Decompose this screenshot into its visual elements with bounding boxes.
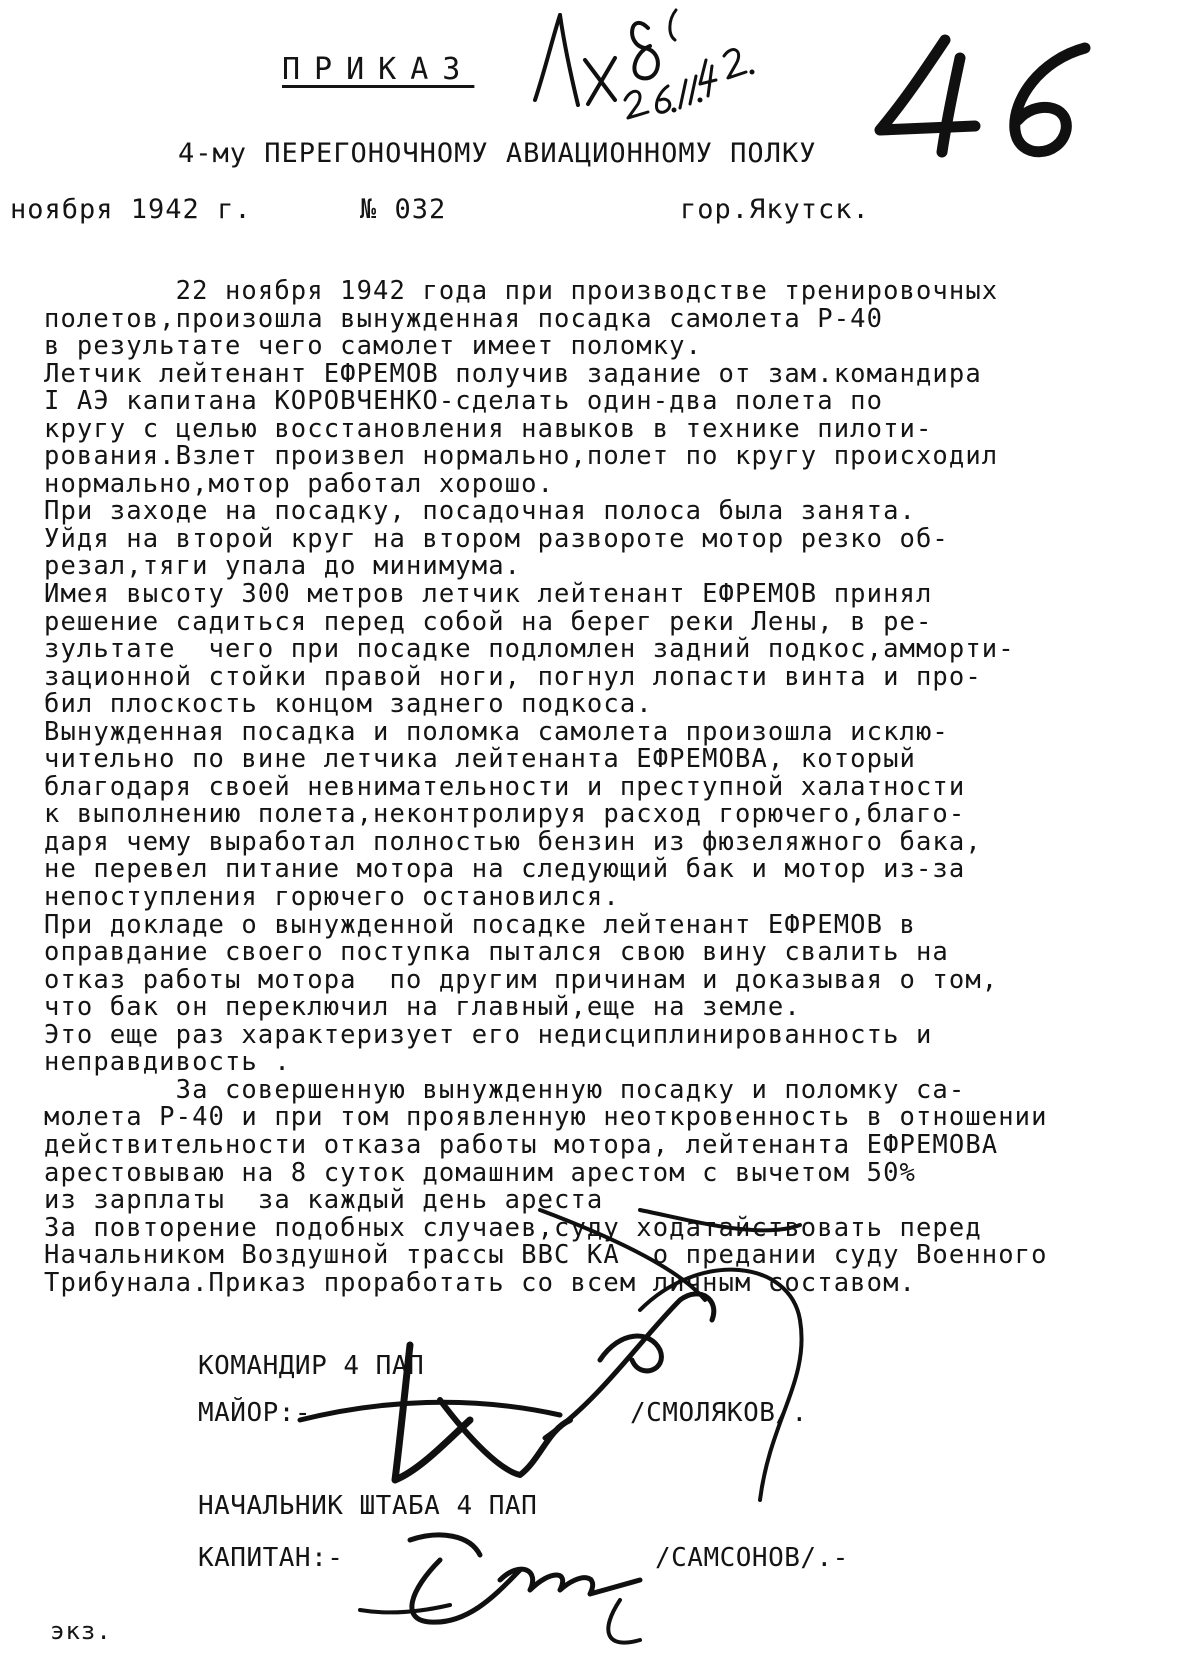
body-line: зультате чего при посадке подломлен задний подкос,амморти- [44,634,1015,665]
body-line: зационной стойки правой ноги, погнул лопасти винта и про- [44,661,982,692]
commander-name: /СМОЛЯКОВ/. [630,1398,808,1428]
body-line: Уйдя на второй круг на втором развороте мотор резко об- [44,523,949,554]
document-city: гор.Якутск. [680,194,870,225]
body-line: При заходе на посадку, посадочная полоса была занята. [44,496,916,527]
body-line: резал,тяги упала до минимума. [44,551,522,582]
chief-of-staff-rank: КАПИТАН:- [198,1543,344,1573]
body-line: даря чему выработал полностью бензин из фюзеляжного бака, [44,826,982,857]
body-line: Трибунала.Приказ проработать со всем личным составом. [44,1267,916,1298]
archive-mark-handwriting [535,10,676,105]
body-line: полетов,произошла вынужденная посадка самолета Р-40 [44,303,884,334]
document-date: ноября 1942 г. [10,194,252,225]
commander-title: КОМАНДИР 4 ПАП [198,1351,425,1381]
body-line: нормально,мотор работал хорошо. [44,468,555,499]
body-line: За повторение подобных случаев,суду ходатайствовать перед [44,1212,982,1243]
body-line: Вынужденная посадка и поломка самолета произошла исклю- [44,716,949,747]
chief-of-staff-signature [360,1535,640,1643]
body-line: бил плоскость концом заднего подкоса. [44,689,653,720]
body-line: из зарплаты за каждый день ареста [44,1185,604,1216]
body-line: рования.Взлет произвел нормально,полет по кругу происходил [44,441,999,472]
body-line: действительности отказа работы мотора, лейтенанта ЕФРЕМОВА [44,1129,999,1160]
chief-of-staff-name: /САМСОНОВ/.- [655,1543,849,1573]
body-line: в результате чего самолет имеет поломку. [44,331,703,362]
body-line: арестовываю на 8 суток домашним арестом с вычетом 50% [44,1157,916,1188]
chief-of-staff-title: НАЧАЛЬНИК ШТАБА 4 ПАП [198,1491,538,1521]
body-line: молета Р-40 и при том проявленную неоткровенность в отношении [44,1102,1048,1133]
archive-date-handwriting [625,50,755,118]
body-line: оправдание своего поступка пытался свою вину свалить на [44,937,949,968]
body-line: отказ работы мотора по другим причинам и доказывая о том, [44,964,999,995]
document-number: № 032 [360,194,447,225]
body-line: При докладе о вынужденной посадке лейтенант ЕФРЕМОВ в [44,909,916,940]
body-line: 22 ноября 1942 года при производстве тренировочных [44,276,999,306]
body-line: За совершенную вынужденную посадку и поломку са- [44,1074,966,1105]
body-line: Летчик лейтенант ЕФРЕМОВ получив задание от зам.командира [44,358,982,389]
document-subtitle: 4-му ПЕРЕГОНОЧНОМУ АВИАЦИОННОМУ ПОЛКУ [178,138,817,169]
body-line: кругу с целью восстановления навыков в технике пилоти- [44,413,933,444]
document-body [44,278,1174,1297]
body-line: Имея высоту 300 метров летчик лейтенант ЕФРЕМОВ принял [44,579,933,610]
body-line: неправдивость . [44,1047,291,1078]
body-line: что бак он переключил на главный,еще на земле. [44,992,801,1023]
body-line: чительно по вине летчика лейтенанта ЕФРЕМОВА, который [44,744,916,775]
body-line: к выполнению полета,неконтролируя расход горючего,благо- [44,799,966,830]
body-line: благодаря своей невнимательности и преступной халатности [44,771,966,802]
commander-rank: МАЙОР:- [198,1398,312,1428]
body-line: решение садиться перед собой на берег реки Лены, в ре- [44,606,933,637]
body-line: не перевел питание мотора на следующий бак и мотор из-за [44,854,966,885]
body-line: непоступления горючего остановился. [44,882,620,913]
body-line: Это еще раз характеризует его недисциплинированность и [44,1019,933,1050]
body-line: I АЭ капитана КОРОВЧЕНКО-сделать один-два полета по [44,386,884,417]
copies-note: экз. [50,1617,112,1645]
body-line: Начальником Воздушной трассы ВВС КА о предании суду Военного [44,1240,1048,1271]
document-title: ПРИКАЗ [282,52,475,87]
sheet-number-handwriting [880,40,1085,152]
